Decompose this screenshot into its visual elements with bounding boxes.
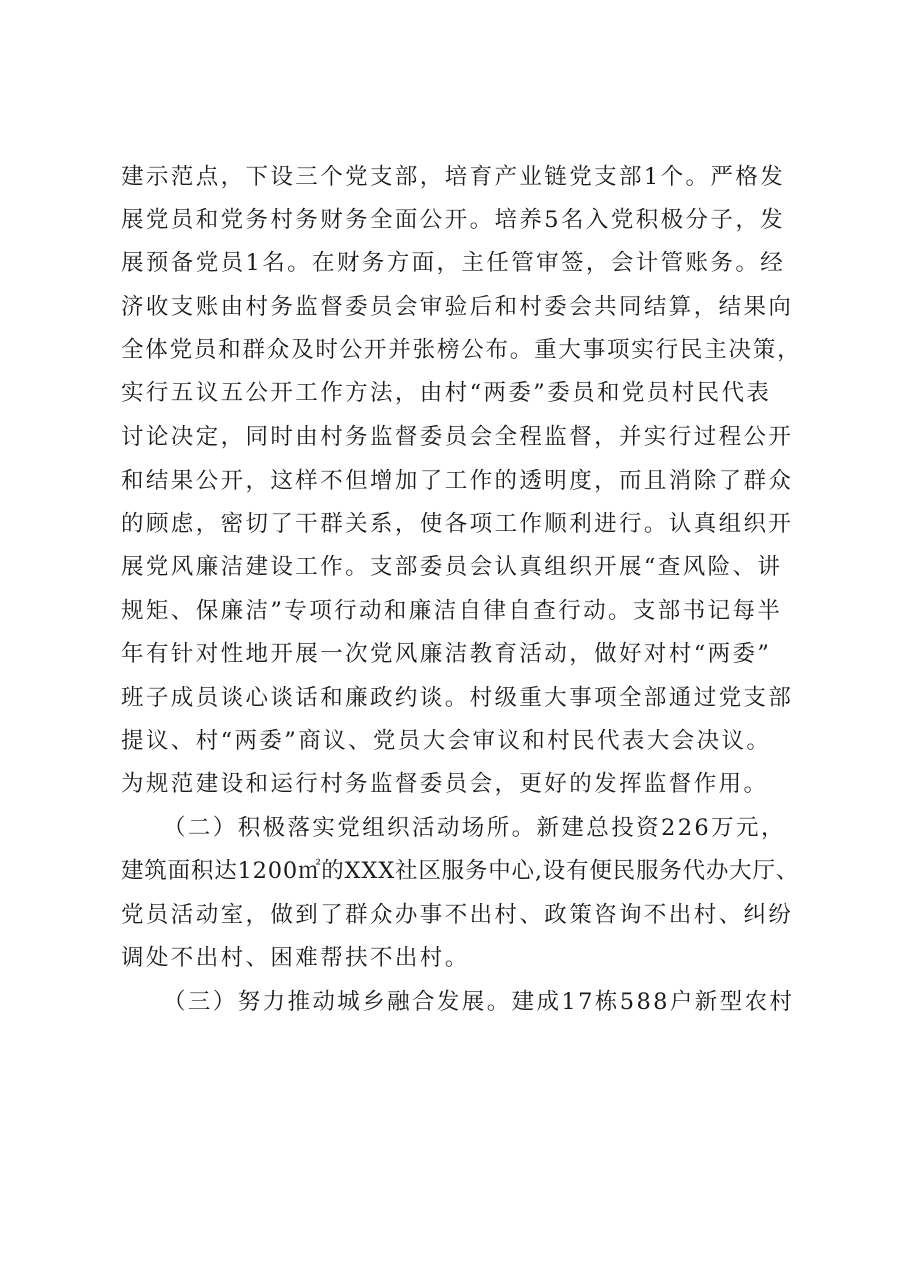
text-line: 济收支账由村务监督委员会审验后和村委会共同结算，结果向 [121, 294, 794, 320]
text-line: 提议、村“两委”商议、党员大会审议和村民代表大会决议。 [121, 728, 772, 754]
text-line: 展党风廉洁建设工作。支部委员会认真组织开展“查风险、讲 [121, 554, 783, 580]
text-line: 实行五议五公开工作方法，由村“两委”委员和党员村民代表 [121, 380, 772, 406]
text-line: 年有针对性地开展一次党风廉洁教育活动，做好对村“两委” [121, 641, 772, 667]
text-line: 党员活动室，做到了群众办事不出村、政策咨询不出村、纠纷 [121, 902, 794, 928]
text-line: 展预备党员1名。在财务方面，主任管审签，会计管账务。经 [121, 250, 786, 276]
text-line: 班子成员谈心谈话和廉政约谈。村级重大事项全部通过党支部 [121, 685, 794, 711]
text-line: 和结果公开，这样不但增加了工作的透明度，而且消除了群众 [121, 468, 794, 494]
text-line: 展党员和党务村务财务全面公开。培养5名入党积极分子，发 [121, 207, 786, 233]
text-line: 调处不出村、困难帮扶不出村。 [121, 945, 470, 971]
text-line: 建示范点，下设三个党支部，培育产业链党支部1个。严格发 [121, 164, 786, 190]
text-line: 规矩、保廉洁”专项行动和廉洁自律自查行动。支部书记每半 [121, 598, 783, 624]
text-line: 的顾虑，密切了干群关系，使各项工作顺利进行。认真组织开 [121, 511, 794, 537]
text-line: 为规范建设和运行村务监督委员会，更好的发挥监督作用。 [121, 771, 769, 797]
section-heading-line: （三）努力推动城乡融合发展。建成17栋588户新型农村 [163, 989, 795, 1015]
text-line: 讨论决定，同时由村务监督委员会全程监督，并实行过程公开 [121, 424, 794, 450]
text-line: 全体党员和群众及时公开并张榜公布。重大事项实行民主决策， [121, 337, 802, 363]
section-heading-line: （二）积极落实党组织活动场所。新建总投资226万元， [163, 815, 786, 841]
text-line: 建筑面积达1200㎡的XXX社区服务中心,设有便民服务代办大厅、 [121, 858, 800, 884]
